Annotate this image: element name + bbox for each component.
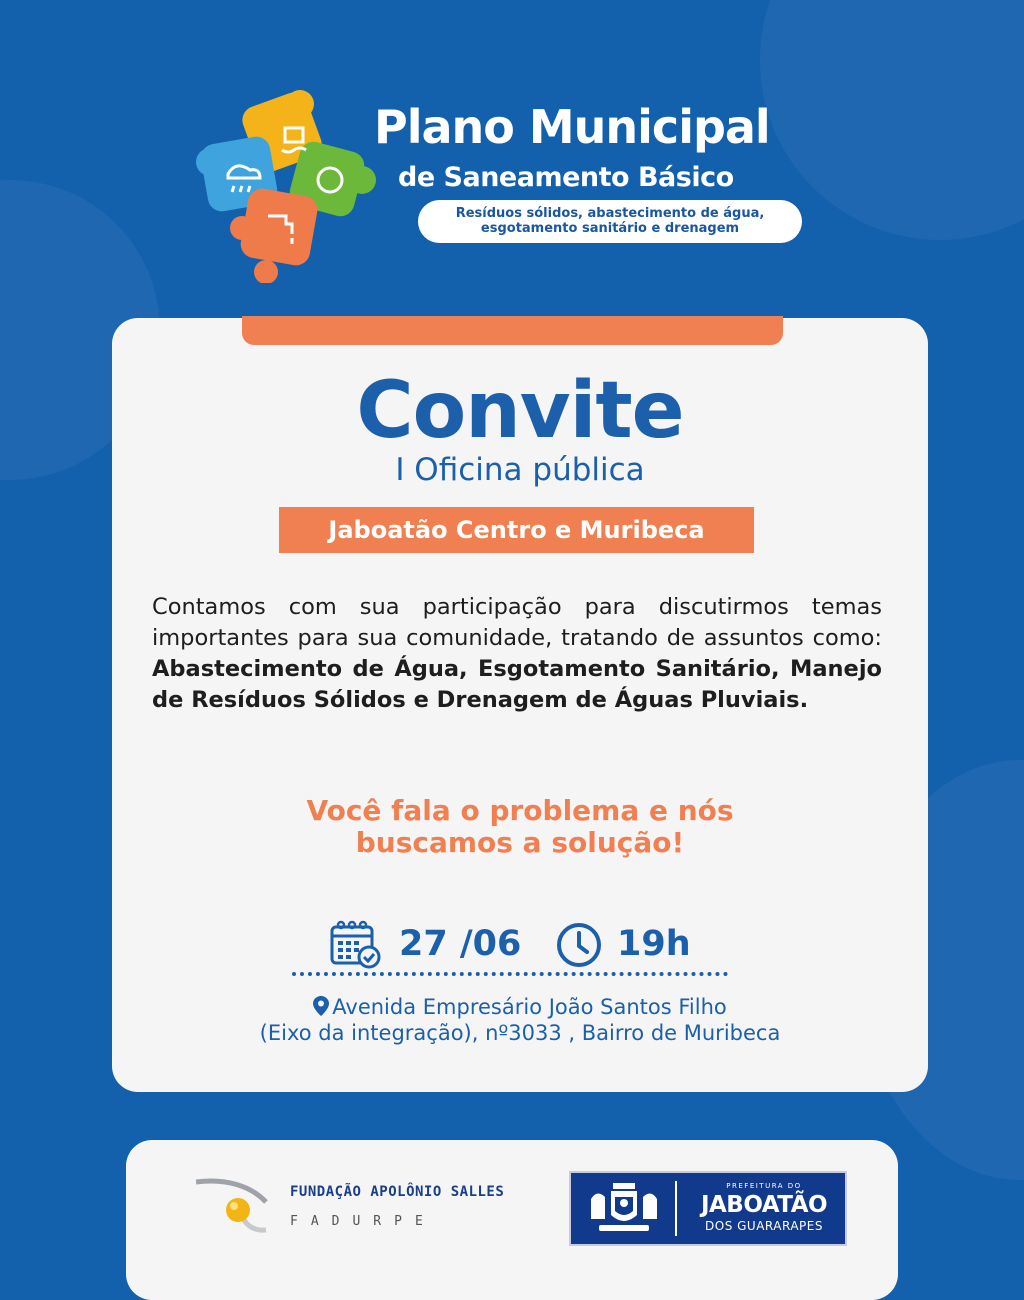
plan-scope-line2: esgotamento sanitário e drenagem xyxy=(480,220,740,236)
slogan-line1: Você fala o problema e nós xyxy=(306,794,734,827)
jaboatao-coat-of-arms-icon xyxy=(585,1179,663,1239)
calendar-icon xyxy=(329,919,381,969)
address-line2: (Eixo da integração), nº3033 , Bairro de Muribeca xyxy=(259,1021,781,1045)
workshop-subtitle: I Oficina pública xyxy=(395,452,645,488)
address-street: Avenida Empresário João Santos Filho xyxy=(332,995,727,1019)
plan-scope-pill xyxy=(418,200,802,243)
address-line1 xyxy=(112,994,928,1020)
partner1-subtitle: FADURPE xyxy=(290,1214,436,1229)
plan-subtitle: de Saneamento Básico xyxy=(398,162,734,193)
body-topics: Abastecimento de Água, Esgotamento Sanitário, Manejo de Resíduos Sólidos e Drenagem de Águas Pluviais. xyxy=(152,656,882,713)
event-details xyxy=(112,916,928,972)
plan-title: Plano Municipal xyxy=(374,100,770,154)
event-date: 27 /06 xyxy=(399,924,522,964)
partner2-prefix: PREFEITURA DO xyxy=(726,1182,802,1190)
event-time: 19h xyxy=(617,924,691,964)
partner1-name: FUNDAÇÃO APOLÔNIO SALLES xyxy=(290,1184,505,1200)
dotted-divider xyxy=(292,972,728,976)
prefeitura-jaboatao-logo xyxy=(569,1171,847,1246)
invitation-body xyxy=(152,592,882,716)
invitation-title: Convite xyxy=(356,366,684,456)
puzzle-logo xyxy=(190,88,390,283)
logo-divider xyxy=(675,1181,677,1236)
partner2-name: JABOATÃO xyxy=(700,1192,828,1218)
location-banner: Jaboatão Centro e Muribeca xyxy=(279,507,754,553)
event-address xyxy=(112,994,928,1046)
partner2-subtitle: DOS GUARARAPES xyxy=(705,1219,823,1233)
clock-icon xyxy=(556,922,602,968)
body-intro: Contamos com sua participação para discutirmos temas importantes para sua comunidade, tratando de assuntos como: xyxy=(152,594,882,651)
slogan xyxy=(112,795,928,859)
plan-scope-line1: Resíduos sólidos, abastecimento de água, xyxy=(455,205,765,221)
location-pin-icon xyxy=(313,996,329,1016)
slogan-line2: buscamos a solução! xyxy=(355,826,685,859)
card-accent-bar xyxy=(242,316,783,345)
